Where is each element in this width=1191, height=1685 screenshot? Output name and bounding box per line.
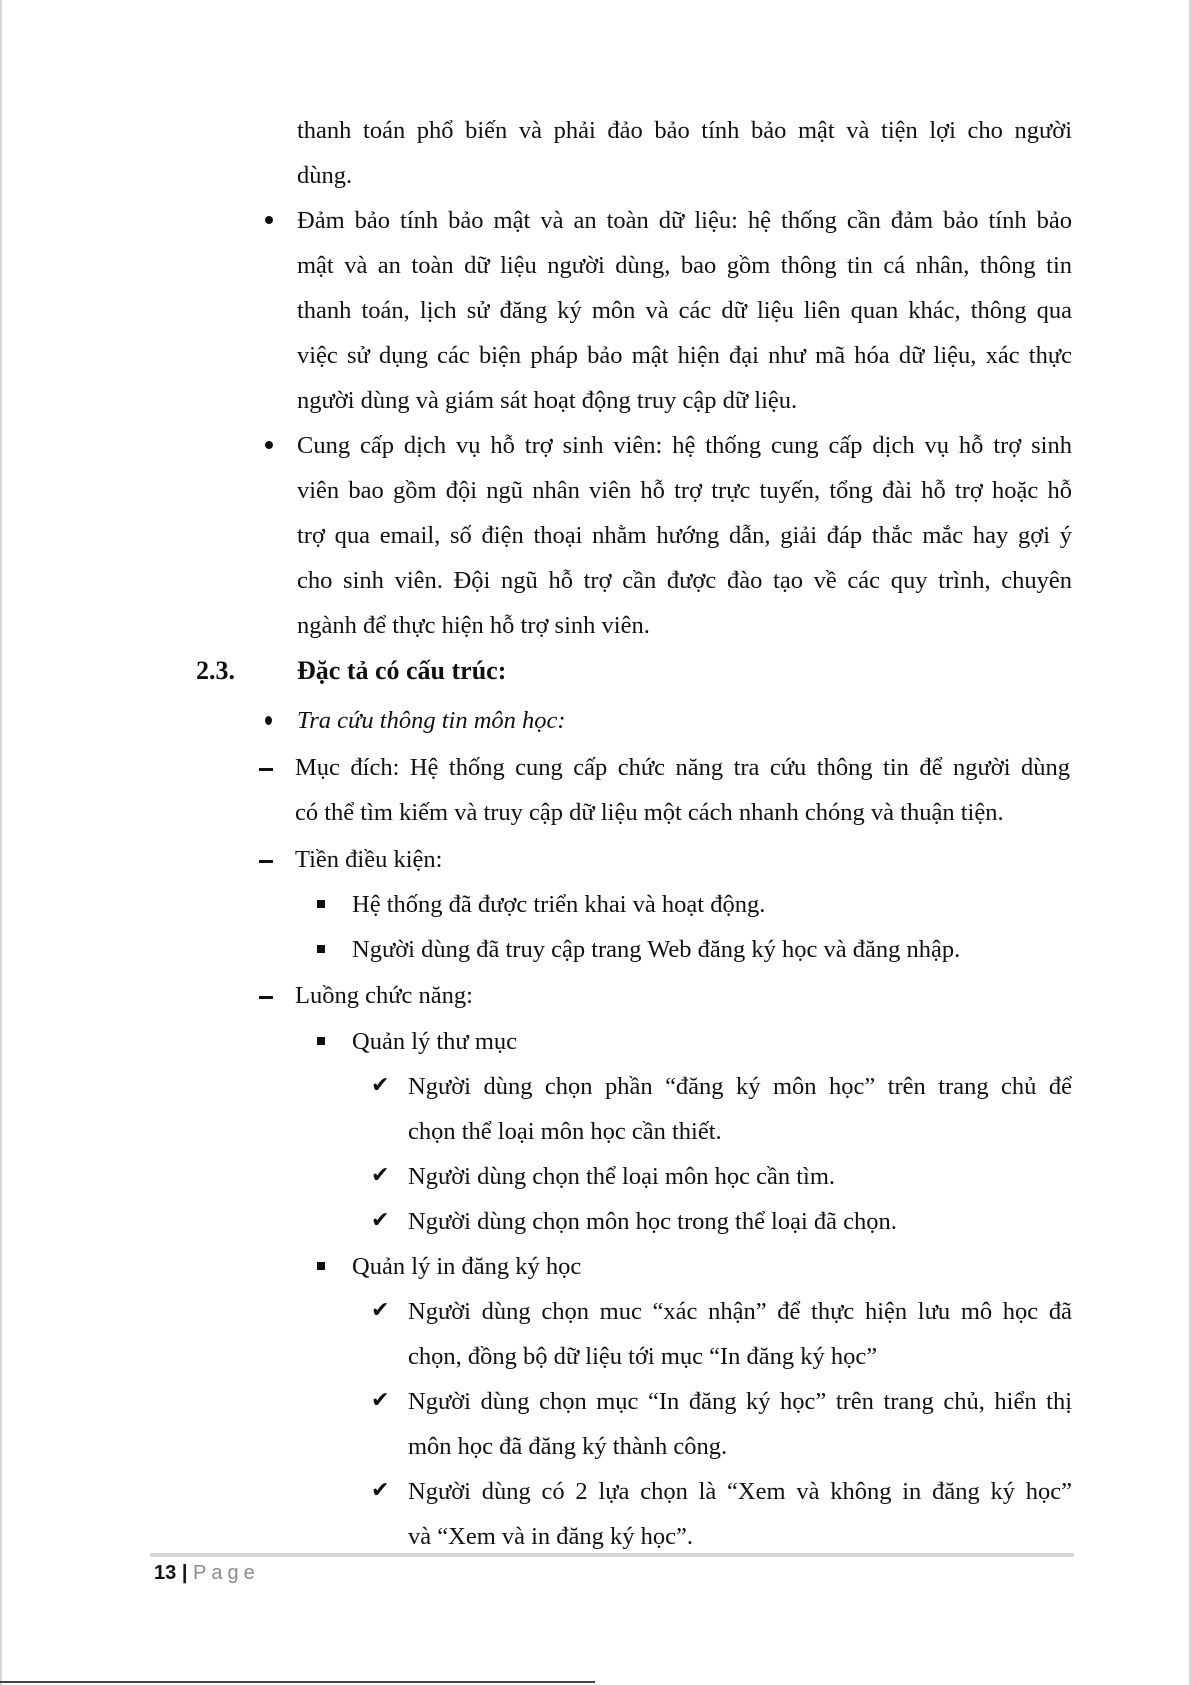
dash-bullet [259, 768, 273, 771]
bullet-dot [265, 216, 273, 224]
precondition-item: Hệ thống đã được triển khai và hoạt động. [352, 891, 766, 918]
purpose-line: có thể tìm kiếm và truy cập dữ liệu một cách nhanh chóng và thuận tiện. [295, 799, 1004, 826]
square-bullet [317, 1262, 325, 1270]
bullet-support-line: ngành để thực hiện hỗ trợ sinh viên. [297, 612, 650, 639]
square-bullet [317, 1037, 325, 1045]
footer-divider [150, 1553, 1074, 1557]
paragraph-line: dùng. [297, 162, 353, 189]
bullet-security-line: thanh toán, lịch sử đăng ký môn và các dữ liệu liên quan khác, thông qua [297, 297, 1072, 324]
checkmark-icon: ✔ [371, 1163, 390, 1188]
bullet-support-line: Cung cấp dịch vụ hỗ trợ sinh viên: hệ thống cung cấp dịch vụ hỗ trợ sinh [297, 432, 1072, 459]
feature-title: Tra cứu thông tin môn học: [297, 707, 566, 734]
flow-step-line: Người dùng chọn mục “In đăng ký học” trên trang chủ, hiển thị [408, 1388, 1072, 1415]
section-title: Đặc tả có cấu trúc: [297, 656, 507, 685]
bullet-security-line: việc sử dụng các biện pháp bảo mật hiện đại như mã hóa dữ liệu, xác thực [297, 342, 1072, 369]
precondition-item: Người dùng đã truy cập trang Web đăng ký học và đăng nhập. [352, 936, 961, 963]
checkmark-icon: ✔ [371, 1388, 390, 1413]
paragraph-line: thanh toán phổ biến và phải đảo bảo tính bảo mật và tiện lợi cho người [297, 117, 1072, 144]
bullet-dot [265, 441, 273, 449]
flow-step-line: và “Xem và in đăng ký học”. [408, 1523, 694, 1550]
page-footer [154, 1558, 260, 1588]
square-bullet [317, 900, 325, 908]
checkmark-icon: ✔ [371, 1208, 390, 1233]
page-number: 13 [154, 1562, 177, 1584]
flow-label: Luồng chức năng: [295, 982, 473, 1009]
section-number: 2.3. [196, 656, 235, 685]
square-bullet [317, 945, 325, 953]
checkmark-icon: ✔ [371, 1478, 390, 1503]
dash-bullet [259, 996, 273, 999]
bullet-security-line: mật và an toàn dữ liệu người dùng, bao gồm thông tin cá nhân, thông tin [297, 252, 1072, 279]
page-label: Page [192, 1562, 260, 1584]
precondition-label: Tiền điều kiện: [295, 846, 443, 873]
flow-step-line: Người dùng chọn phần “đăng ký môn học” trên trang chủ để [408, 1073, 1072, 1100]
bullet-dot [265, 716, 272, 725]
checkmark-icon: ✔ [371, 1073, 390, 1098]
bottom-rule [0, 1681, 595, 1683]
bullet-security-line: Đảm bảo tính bảo mật và an toàn dữ liệu: hệ thống cần đảm bảo tính bảo [297, 207, 1072, 234]
bullet-support-line: cho sinh viên. Đội ngũ hỗ trợ cần được đào tạo về các quy trình, chuyên [297, 567, 1072, 594]
flow-folder-label: Quản lý thư mục [352, 1028, 518, 1055]
flow-step-line: chọn thể loại môn học cần thiết. [408, 1118, 722, 1145]
flow-step-line: Người dùng chọn môn học trong thể loại đã chọn. [408, 1208, 897, 1235]
page-border-left [0, 0, 2, 1685]
checkmark-icon: ✔ [371, 1298, 390, 1323]
flow-step-line: Người dùng chọn thể loại môn học cần tìm. [408, 1163, 836, 1190]
flow-step-line: Người dùng có 2 lựa chọn là “Xem và không in đăng ký học” [408, 1478, 1072, 1505]
flow-step-line: chọn, đồng bộ dữ liệu tới mục “In đăng ký học” [408, 1343, 878, 1370]
flow-step-line: Người dùng chọn muc “xác nhận” để thực hiện lưu mô học đã [408, 1298, 1072, 1325]
flow-step-line: môn học đã đăng ký thành công. [408, 1433, 728, 1460]
bullet-support-line: trợ qua email, số điện thoại nhằm hướng dẫn, giải đáp thắc mắc hay gợi ý [297, 522, 1072, 549]
footer-separator: | [181, 1562, 188, 1584]
bullet-security-line: người dùng và giám sát hoạt động truy cập dữ liệu. [297, 387, 798, 414]
dash-bullet [259, 860, 273, 863]
flow-print-label: Quản lý in đăng ký học [352, 1253, 582, 1280]
purpose-line: Mục đích: Hệ thống cung cấp chức năng tra cứu thông tin để người dùng [295, 754, 1070, 781]
bullet-support-line: viên bao gồm đội ngũ nhân viên hỗ trợ trực tuyến, tổng đài hỗ trợ hoặc hỗ [297, 477, 1072, 504]
